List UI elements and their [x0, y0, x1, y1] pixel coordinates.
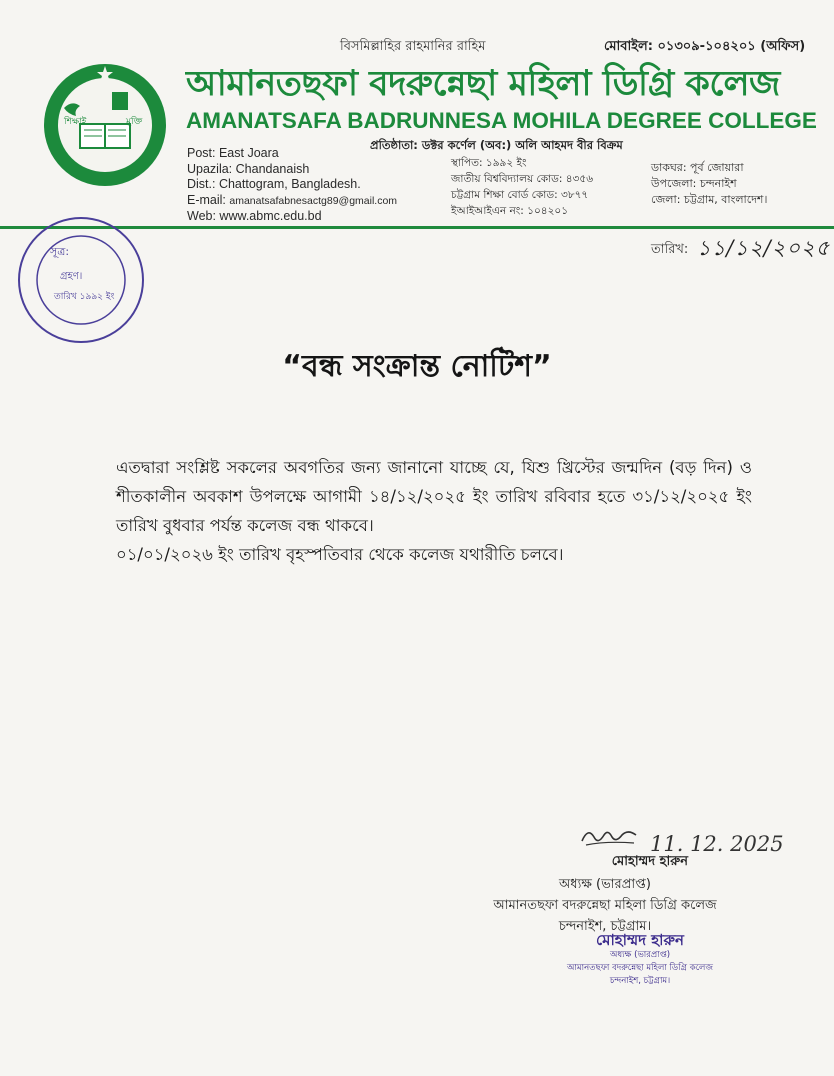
- seal-name: মোহাম্মদ হারুন: [596, 931, 684, 949]
- handwritten-date: 11. 12. 2025: [650, 832, 784, 856]
- signatory-location: চন্দনাইশ, চট্টগ্রাম।: [558, 919, 652, 934]
- nu-code-line: জাতীয় বিশ্ববিদ্যালয় কোড: ৪৩৫৬: [451, 173, 594, 185]
- email-label: E-mail:: [187, 192, 230, 207]
- logo-right-text: মুক্তি: [126, 117, 143, 127]
- logo-left-text: শিক্ষাই: [64, 117, 87, 127]
- address-bangla: [651, 160, 767, 208]
- college-logo: [42, 62, 168, 188]
- established-line: স্থাপিত: ১৯৯২ ইং: [451, 157, 527, 169]
- date-value: ১১/১২/২০২৫: [697, 236, 831, 260]
- stamp-ref: সূত্র:: [50, 245, 70, 258]
- notice-body: [116, 453, 752, 569]
- date-label: তারিখ:: [651, 242, 689, 257]
- address-english: [187, 146, 397, 225]
- signatory-college: আমানতছফা বদরুন্নেছা মহিলা ডিগ্রি কলেজ: [493, 898, 717, 913]
- notice-title: “বন্ধ সংক্রান্ত নোটিশ”: [282, 349, 552, 384]
- bismillah-text: বিসমিল্লাহির রাহমানির রাহিম: [340, 39, 486, 54]
- email-address[interactable]: amanatsafabnesactg89@gmail.com: [229, 194, 398, 207]
- college-name-english: AMANATSAFA BADRUNNESA MOHILA DEGREE COLLEGE: [186, 108, 817, 133]
- stamp-date: তারিখ ১৯৯২ ইং: [54, 292, 115, 302]
- notice-paragraph-1: এতদ্বারা সংশ্লিষ্ট সকলের অবগতির জন্য জানানো যাচ্ছে যে, যিশু খ্রিস্টের জন্মদিন (বড় দিন) ও শীতকালীন অবকাশ উপলক্ষে আগামী ১৪/১২/২০২৫ ইং তারিখ রবিবার হতে ৩১/১২/২০২৫ ইং তারিখ বুধবার পর্যন্ত কলেজ বন্ধ থাকবে।: [116, 458, 752, 535]
- upazila-line: Upazila: Chandanaish: [187, 161, 310, 176]
- principal-seal: [540, 932, 740, 988]
- college-name-bangla: আমানতছফা বদরুন্নেছা মহিলা ডিগ্রি কলেজ: [186, 64, 780, 104]
- post-line: Post: East Joara: [187, 146, 279, 160]
- notice-paragraph-2: ০১/০১/২০২৬ ইং তারিখ বৃহস্পতিবার থেকে কলেজ যথারীতি চলবে।: [116, 545, 564, 564]
- web-line[interactable]: Web: www.abmc.edu.bd: [187, 209, 322, 223]
- stamp-received: গ্রহণ।: [60, 271, 83, 282]
- district-bn-line: জেলা: চট্টগ্রাম, বাংলাদেশ।: [651, 193, 768, 206]
- founder-line: প্রতিষ্ঠাতা: ডক্টর কর্ণেল (অব:) অলি আহমদ বীর বিক্রম: [370, 138, 623, 152]
- email-line[interactable]: [187, 193, 397, 210]
- eiin-line: ইআইআইএন নং: ১০৪২০১: [451, 205, 569, 217]
- college-info-bangla: [451, 155, 593, 219]
- signatory-designation: অধ্যক্ষ (ভারপ্রাপ্ত): [559, 877, 651, 892]
- handwritten-signature: [578, 825, 640, 851]
- mobile-number: মোবাইল: ০১৩০৯-১০৪২০১ (অফিস): [604, 39, 806, 54]
- district-line: Dist.: Chattogram, Bangladesh.: [187, 177, 361, 191]
- upazila-bn-line: উপজেলা: চন্দনাইশ: [651, 177, 737, 190]
- post-office-line: ডাকঘর: পূর্ব জোয়ারা: [651, 161, 744, 174]
- signatory-name: মোহাম্মদ হারুন: [611, 854, 688, 869]
- receive-stamp: [14, 213, 148, 347]
- seal-college: আমানতছফা বদরুন্নেছা মহিলা ডিগ্রি কলেজ: [567, 963, 713, 973]
- board-code-line: চট্টগ্রাম শিক্ষা বোর্ড কোড: ৩৮৭৭: [451, 189, 589, 201]
- seal-designation: অধ্যক্ষ (ভারপ্রাপ্ত): [609, 950, 671, 960]
- seal-location: চন্দনাইশ, চট্টগ্রাম।: [609, 976, 671, 986]
